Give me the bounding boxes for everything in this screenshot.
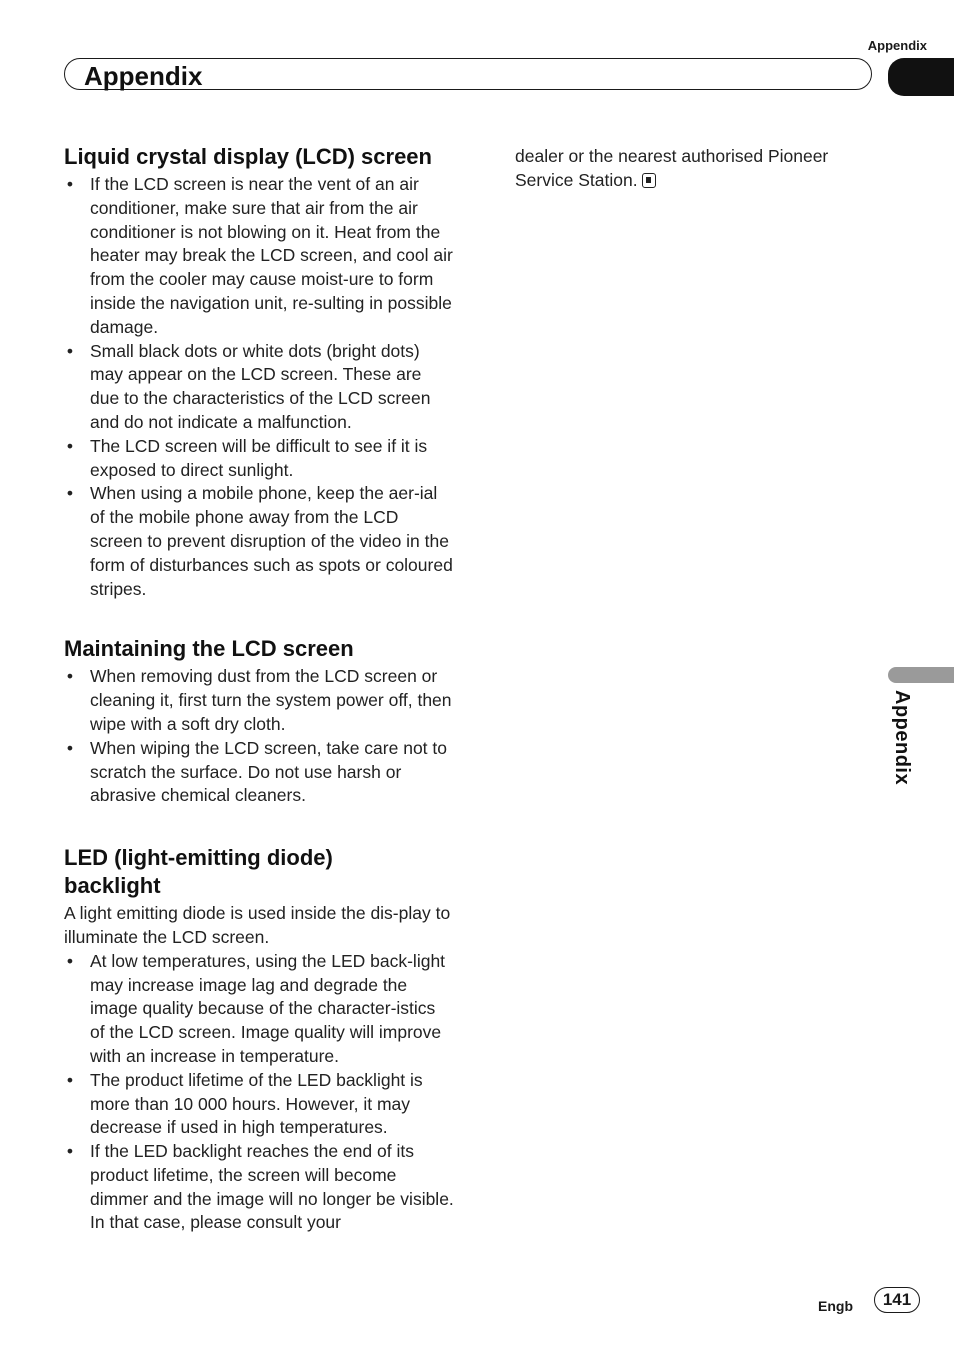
bullet-icon: •	[66, 1069, 74, 1090]
list-item: • When using a mobile phone, keep the aer-ial of the mobile phone away from the LCD screen to prevent disruption of the video in the form of disturbances such as spots or coloured stripes.	[64, 482, 454, 601]
left-column	[64, 140, 454, 1235]
bullet-icon: •	[66, 340, 74, 361]
bullet-icon: •	[66, 435, 74, 456]
bullet-icon: •	[66, 174, 74, 194]
end-of-section-icon	[642, 173, 656, 188]
footer-language: Engb	[818, 1298, 853, 1314]
section-heading: Liquid crystal display (LCD) screen	[64, 144, 432, 169]
bullet-icon: •	[66, 666, 74, 687]
list-item: • The LCD screen will be difficult to see if it is exposed to direct sunlight.	[64, 435, 454, 483]
section-heading: LED (light-emitting diode) backlight	[64, 845, 333, 899]
bullet-icon: •	[66, 483, 74, 504]
section-tab-marker	[888, 58, 954, 96]
bullet-icon: •	[66, 1141, 74, 1162]
list-item: • Small black dots or white dots (bright dots) may appear on the LCD screen. These are due to the characteristics of the LCD screen and do not indicate a malfunction.	[64, 340, 454, 435]
list-item: • If the LCD screen is near the vent of an air conditioner, make sure that air from the air conditioner is not blowing on it. Heat from the heater may break the LCD screen, and cool air from the cooler may cause moist-ure to form inside the navigation unit, re-sulting in possible damage.	[64, 173, 454, 340]
section-maintaining-lcd	[64, 635, 454, 808]
list-item: • If the LED backlight reaches the end of its product lifetime, the screen will become dimmer and the image will no longer be visible. In that case, please consult your	[64, 1140, 454, 1235]
section-led-backlight	[64, 844, 454, 1235]
list-item: • At low temperatures, using the LED back-light may increase image lag and degrade the image quality because of the character-istics of the LCD screen. Image quality will improve with an increase in temperature.	[64, 950, 454, 1069]
section-lcd-screen	[64, 143, 454, 601]
list-item: • When wiping the LCD screen, take care not to scratch the surface. Do not use harsh or abrasive chemical cleaners.	[64, 737, 454, 808]
right-column	[515, 143, 860, 193]
bullet-list	[64, 665, 454, 808]
page-number: 141	[874, 1287, 920, 1313]
bullet-icon: •	[66, 950, 74, 971]
page-title: Appendix	[84, 61, 203, 91]
side-tab-marker	[888, 667, 954, 683]
section-intro: A light emitting diode is used inside the dis-play to illuminate the LCD screen.	[64, 903, 451, 947]
list-item: • The product lifetime of the LED backlight is more than 10 000 hours. However, it may decrease if used in high temperatures.	[64, 1069, 454, 1140]
continuation-text: dealer or the nearest authorised Pioneer Service Station.	[515, 146, 829, 190]
bullet-icon: •	[66, 737, 74, 758]
section-heading: Maintaining the LCD screen	[64, 636, 354, 662]
side-tab-label: Appendix	[891, 690, 913, 786]
bullet-list	[64, 950, 454, 1236]
bullet-list	[64, 173, 454, 601]
list-item: • When removing dust from the LCD screen or cleaning it, first turn the system power off, then wipe with a soft dry cloth.	[64, 665, 454, 736]
running-head: Appendix	[867, 38, 927, 53]
